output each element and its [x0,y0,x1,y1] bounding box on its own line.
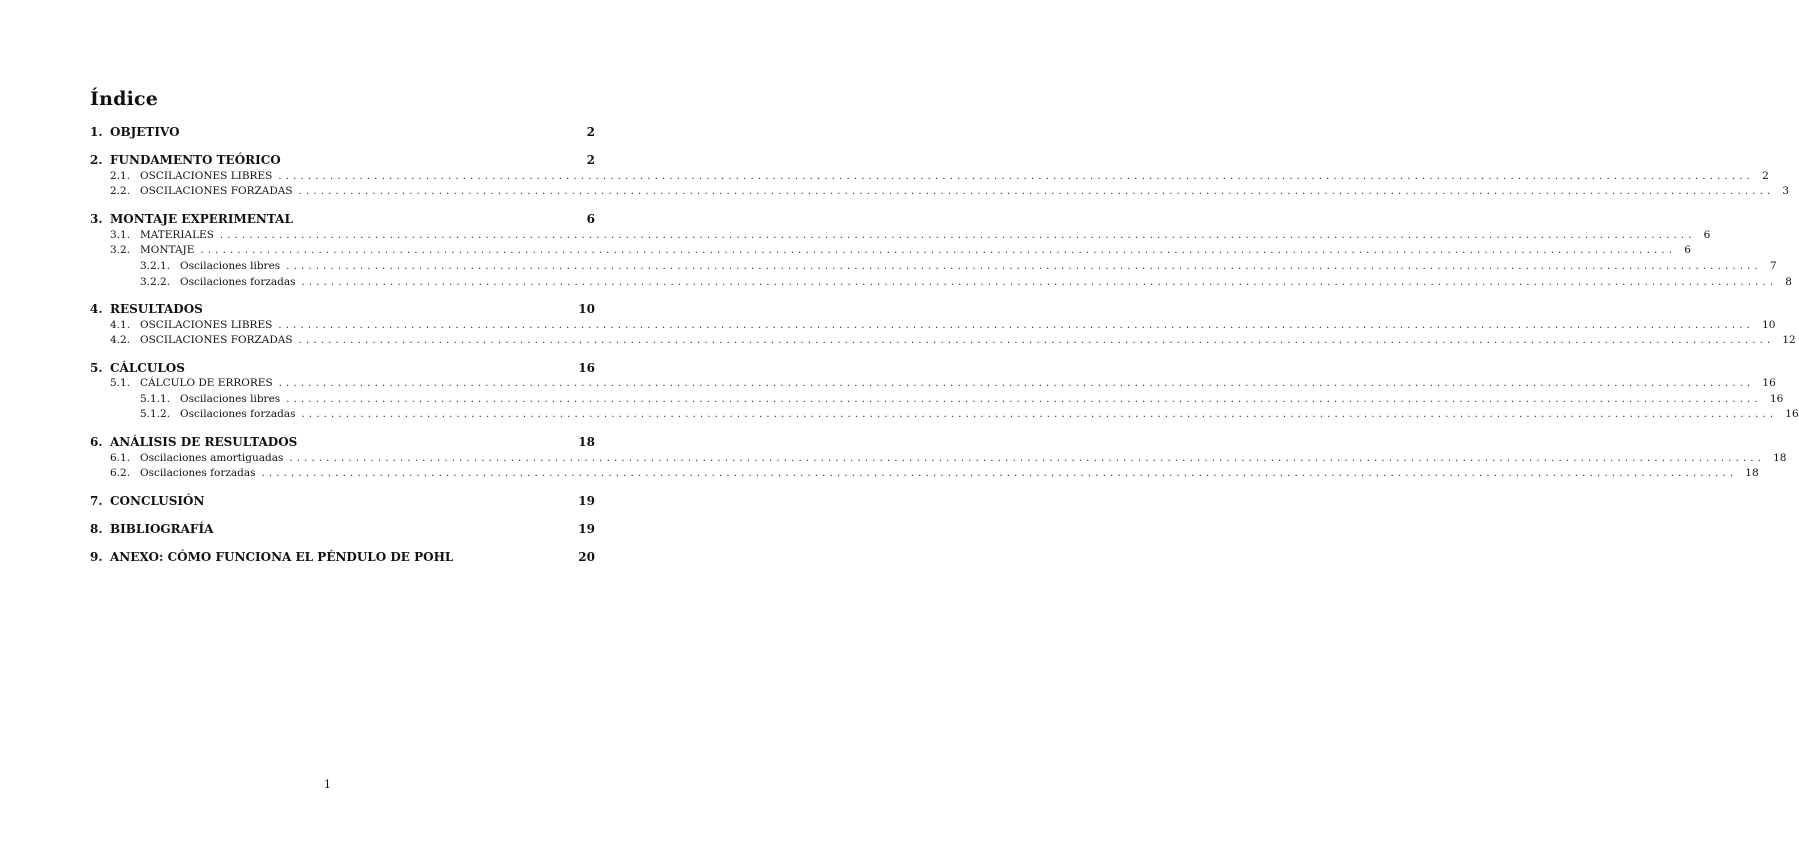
toc-dot-leader: ........................................................................................................................................................................................................ [278,378,1755,389]
toc-dot-leader: ........................................................................................................................................................................................................ [219,230,1696,241]
toc-entry-page: 6 [586,212,595,226]
toc-dot-leader: ........................................................................................................................................................................................................ [301,277,1778,288]
toc-entry-number: 4. [90,302,103,316]
toc-entry-page: 6 [1684,244,1691,256]
toc-entry-label: ANEXO: CÓMO FUNCIONA EL PÉNDULO DE POHL [110,550,454,564]
toc-entry-label: ANÁLISIS DE RESULTADOS [110,435,298,449]
toc-entry[interactable] [110,334,1796,348]
toc-entry-label: Oscilaciones libres [180,393,281,405]
toc-entry-number: 3. [90,212,103,226]
toc-entry-number: 3.2.2. [140,276,171,288]
toc-entry-number: 3.2.1. [140,260,171,272]
toc-entry-label: MONTAJE [140,244,195,256]
toc-entry-number: 9. [90,550,103,564]
toc-entry-number: 3.2. [110,244,131,256]
toc-entry-label: OSCILACIONES FORZADAS [140,334,293,346]
toc-entry[interactable] [110,319,1776,333]
toc-entry-number: 2.2. [110,185,131,197]
toc-entry-page: 18 [1773,452,1787,464]
toc-entry-page: 16 [1785,408,1799,420]
toc-entry[interactable] [110,244,1691,258]
toc-entry-label: MATERIALES [140,229,214,241]
toc-entry[interactable] [110,185,1790,199]
toc-entry-number: 5.1.1. [140,393,171,405]
toc-entry-page: 7 [1769,260,1777,272]
toc-entry-page: 18 [1745,467,1759,479]
toc-entry-label: Oscilaciones libres [180,260,281,272]
toc-entry[interactable] [90,125,595,139]
toc-entry-number: 2. [90,153,103,167]
toc-entry-page: 20 [578,550,595,564]
toc-entry-label: RESULTADOS [110,302,203,316]
toc-entry-label: BIBLIOGRAFÍA [110,522,214,536]
toc-entry[interactable] [90,153,595,167]
toc-entry[interactable] [90,550,595,564]
toc-entry-number: 7. [90,494,103,508]
toc-entry[interactable] [90,494,595,508]
page-number: 1 [324,778,331,791]
toc-entry-page: 6 [1703,229,1711,241]
toc-entry-number: 6. [90,435,103,449]
toc-dot-leader: ........................................................................................................................................................................................................ [298,335,1775,346]
toc-entry-number: 8. [90,522,103,536]
toc-entry[interactable] [90,435,595,449]
toc-entry-label: CÁLCULOS [110,361,185,375]
toc-entry[interactable] [140,260,1777,274]
toc-entry-label: Oscilaciones amortiguadas [140,452,284,464]
toc-entry[interactable] [110,467,1759,481]
toc-dot-leader: ........................................................................................................................................................................................................ [200,245,1677,256]
toc-entry-number: 5. [90,361,103,375]
toc-entry-label: FUNDAMENTO TEÓRICO [110,153,281,167]
toc-entry-label: OBJETIVO [110,125,180,139]
toc-entry-number: 1. [90,125,103,139]
toc-entry-page: 10 [578,302,595,316]
toc-entry-label: OSCILACIONES LIBRES [140,319,273,331]
toc-entry-number: 6.2. [110,467,131,479]
toc-dot-leader: ........................................................................................................................................................................................................ [278,171,1755,182]
toc-entry-page: 19 [578,494,595,508]
toc-entry-number: 5.1. [110,377,131,389]
toc-entry-page: 16 [1762,377,1776,389]
toc-dot-leader: ........................................................................................................................................................................................................ [286,261,1762,272]
toc-entry[interactable] [90,361,595,375]
toc-entry[interactable] [140,408,1799,422]
toc-entry-page: 12 [1782,334,1796,346]
toc-dot-leader: ........................................................................................................................................................................................................ [278,320,1755,331]
toc-entry[interactable] [110,377,1776,391]
toc-dot-leader: ........................................................................................................................................................................................................ [261,468,1738,479]
toc-entry-label: Oscilaciones forzadas [180,408,296,420]
toc-entry-page: 8 [1785,276,1792,288]
toc-entry-page: 19 [578,522,595,536]
toc-entry-label: Oscilaciones forzadas [140,467,256,479]
toc-dot-leader: ........................................................................................................................................................................................................ [286,394,1762,405]
toc-entry-number: 5.1.2. [140,408,171,420]
toc-entry-label: MONTAJE EXPERIMENTAL [110,212,293,226]
toc-entry-number: 6.1. [110,452,131,464]
toc-entry[interactable] [110,170,1769,184]
toc-entry[interactable] [140,393,1784,407]
toc-entry-page: 2 [586,125,595,139]
toc-entry-label: OSCILACIONES LIBRES [140,170,273,182]
toc-entry-page: 2 [586,153,595,167]
toc-entry[interactable] [90,302,595,316]
toc-entry-label: Oscilaciones forzadas [180,276,296,288]
toc-entry-number: 4.1. [110,319,131,331]
toc-title: Índice [90,88,159,110]
toc-entry-page: 16 [1769,393,1784,405]
toc-entry-label: CONCLUSIÓN [110,494,205,508]
toc-dot-leader: ........................................................................................................................................................................................................ [298,186,1775,197]
toc-entry-label: CÁLCULO DE ERRORES [140,377,273,389]
toc-entry-page: 16 [578,361,595,375]
toc-entry[interactable] [110,452,1787,466]
toc-entry[interactable] [90,522,595,536]
toc-entry-page: 18 [578,435,595,449]
toc-entry-page: 2 [1762,170,1769,182]
toc-entry[interactable] [110,229,1711,243]
toc-entry-page: 10 [1762,319,1776,331]
toc-entry-number: 4.2. [110,334,131,346]
toc-entry-number: 2.1. [110,170,131,182]
toc-entry[interactable] [140,276,1792,290]
toc-entry-number: 3.1. [110,229,131,241]
toc-entry-page: 3 [1782,185,1790,197]
toc-entry-label: OSCILACIONES FORZADAS [140,185,293,197]
toc-entry[interactable] [90,212,595,226]
toc-dot-leader: ........................................................................................................................................................................................................ [301,409,1778,420]
toc-dot-leader: ........................................................................................................................................................................................................ [289,453,1766,464]
